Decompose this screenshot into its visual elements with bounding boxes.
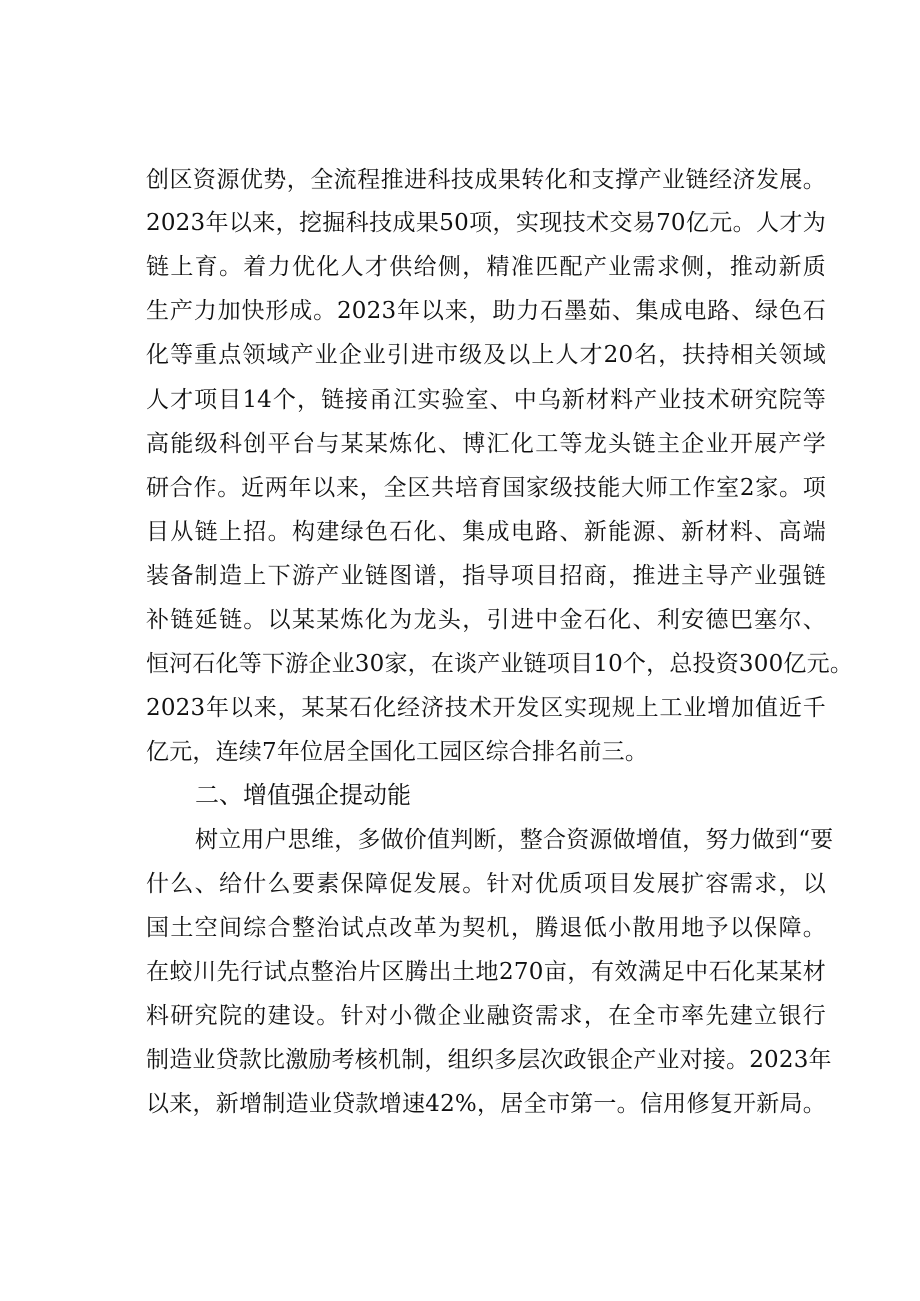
paragraph-line: 料研究院的建设。针对小微企业融资需求，在全市率先建立银行 (146, 1003, 826, 1029)
paragraph-line: 以来，新增制造业贷款增速42%，居全市第一。信用修复开新局。 (146, 1091, 826, 1117)
paragraph-line: 恒河石化等下游企业30家，在谈产业链项目10个，总投资300亿元。 (146, 651, 854, 677)
paragraph-line: 化等重点领域产业企业引进市级及以上人才20名，扶持相关领域 (146, 342, 826, 368)
paragraph-line: 什么、给什么要素保障促发展。针对优质项目发展扩容需求，以 (146, 871, 826, 897)
paragraph-line: 链上育。着力优化人才供给侧，精准匹配产业需求侧，推动新质 (146, 254, 826, 280)
paragraph-line: 国土空间综合整治试点改革为契机，腾退低小散用地予以保障。 (146, 915, 826, 941)
paragraph-line: 生产力加快形成。2023年以来，助力石墨茹、集成电路、绿色石 (146, 298, 826, 324)
paragraph-line: 目从链上招。构建绿色石化、集成电路、新能源、新材料、高端 (146, 519, 826, 545)
paragraph-line: 装备制造上下游产业链图谱，指导项目招商，推进主导产业强链 (146, 563, 826, 589)
paragraph-line: 创区资源优势，全流程推进科技成果转化和支撑产业链经济发展。 (146, 167, 826, 193)
section-heading: 二、增值强企提动能 (195, 781, 411, 809)
paragraph-line: 在蛟川先行试点整治片区腾出土地270亩，有效满足中石化某某材 (146, 959, 826, 985)
paragraph-line: 研合作。近两年以来，全区共培育国家级技能大师工作室2家。项 (146, 475, 826, 501)
paragraph-line: 制造业贷款比激励考核机制，组织多层次政银企产业对接。2023年 (146, 1047, 832, 1073)
paragraph-line: 补链延链。以某某炼化为龙头，引进中金石化、利安德巴塞尔、 (146, 607, 826, 633)
paragraph-line-last: 亿元，连续7年位居全国化工园区综合排名前三。 (146, 739, 649, 765)
paragraph-line: 2023年以来，某某石化经济技术开发区实现规上工业增加值近千 (146, 695, 826, 721)
paragraph-line: 人才项目14个，链接甬江实验室、中乌新材料产业技术研究院等 (146, 387, 826, 413)
paragraph-first-line: 树立用户思维，多做价值判断，整合资源做增值，努力做到“要 (195, 827, 834, 853)
paragraph-line: 2023年以来，挖掘科技成果50项，实现技术交易70亿元。人才为 (146, 210, 826, 236)
paragraph-line: 高能级科创平台与某某炼化、博汇化工等龙头链主企业开展产学 (146, 431, 826, 457)
